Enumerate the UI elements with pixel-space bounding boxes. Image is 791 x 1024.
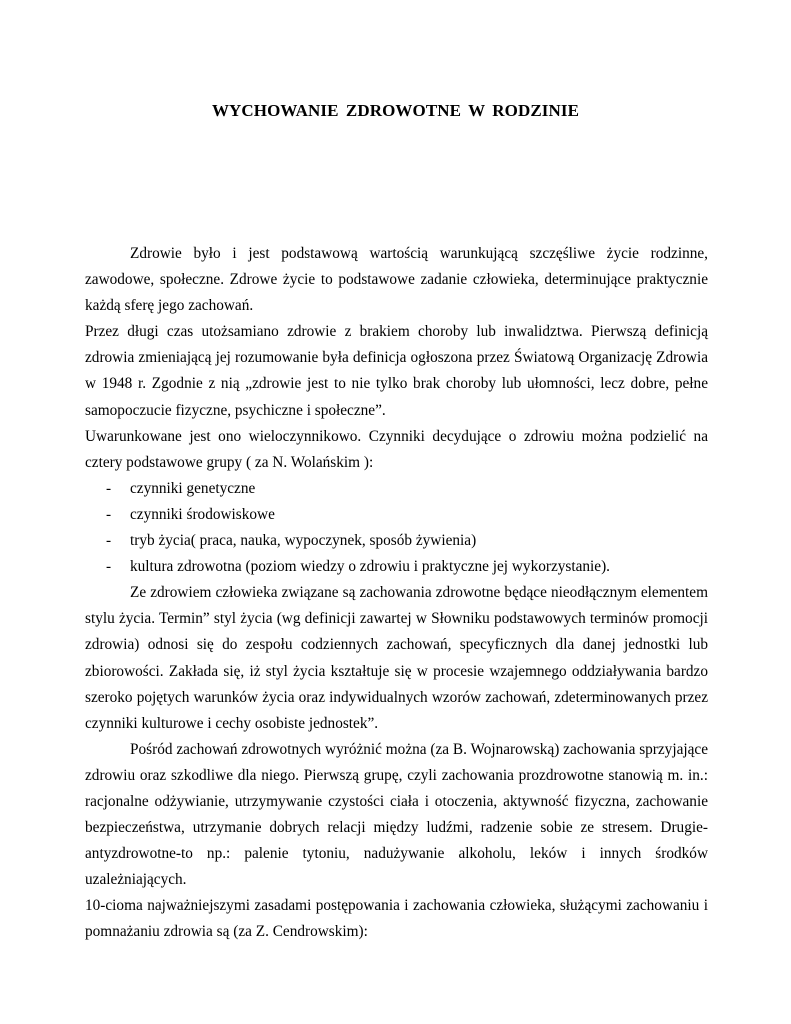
paragraph-2: Przez długi czas utożsamiano zdrowie z brakiem choroby lub inwalidztwa. Pierwszą definicją zdrowia zmieniającą jej rozumowanie była definicja ogłoszona przez Światową Organizację Zdrowia w 1948 r. Zgodnie z nią „zdrowie jest to nie tylko brak choroby lub ułomności, lecz dobre, pełne samopoczucie fizyczne, psychiczne i społeczne”. [85,323,708,419]
paragraph-5: Pośród zachowań zdrowotnych wyróżnić można (za B. Wojnarowską) zachowania sprzyjające zdrowiu oraz szkodliwe dla niego. Pierwszą grupę, czyli zachowania prozdrowotne stanowią m. in.: racjonalne odżywianie, utrzymywanie czystości ciała i otoczenia, aktywność fizyczna, zachowanie bezpieczeństwa, utrzymanie dobrych relacji między ludźmi, radzenie sobie ze stresem. Drugie- antyzdrowotne-to np.: palenie tytoniu, nadużywanie alkoholu, leków i innych środków uzależniających. [85,740,708,889]
document-body [85,241,708,946]
list-dash: - [106,532,112,550]
list-item-text: czynniki środowiskowe [130,505,275,523]
list-dash: - [106,558,112,576]
list-item [85,528,708,554]
list-item-text: tryb życia( praca, nauka, wypoczynek, sposób żywienia) [130,532,477,550]
document-title: WYCHOWANIE ZDROWOTNE W RODZINIE [211,101,580,120]
list-item-text: czynniki genetyczne [130,479,256,497]
paragraph-6: 10-cioma najważniejszymi zasadami postępowania i zachowania człowieka, służącymi zachowaniu i pomnażaniu zdrowia są (za Z. Cendrowskim): [85,897,708,941]
list-dash: - [106,505,112,523]
paragraph-1: Zdrowie było i jest podstawową wartością warunkującą szczęśliwe życie rodzinne, zawodowe, społeczne. Zdrowe życie to podstawowe zadanie człowieka, determinujące praktycznie każdą sferę jego zachowań. [85,245,708,315]
factor-list [85,476,708,580]
list-item [85,554,708,580]
list-dash: - [106,479,112,497]
paragraph-4: Ze zdrowiem człowieka związane są zachowania zdrowotne będące nieodłącznym elementem stylu życia. Termin” styl życia (wg definicji zawartej w Słowniku podstawowych terminów promocji zdrowia) odnosi się do zespołu codziennych zachowań, specyficznych dla danej jednostki lub zbiorowości. Zakłada się, iż styl życia kształtuje się w procesie wzajemnego oddziaływania bardzo szeroko pojętych warunków życia oraz indywidualnych wzorów zachowań, zdeterminowanych przez czynniki kulturowe i cechy osobiste jednostek”. [85,584,708,732]
list-item [85,476,708,502]
list-item-text: kultura zdrowotna (poziom wiedzy o zdrowiu i praktyczne jej wykorzystanie). [130,558,610,576]
list-item [85,502,708,528]
paragraph-3: Uwarunkowane jest ono wieloczynnikowo. Czynniki decydujące o zdrowiu można podzielić na cztery podstawowe grupy ( za N. Wolańskim ): [85,427,708,471]
